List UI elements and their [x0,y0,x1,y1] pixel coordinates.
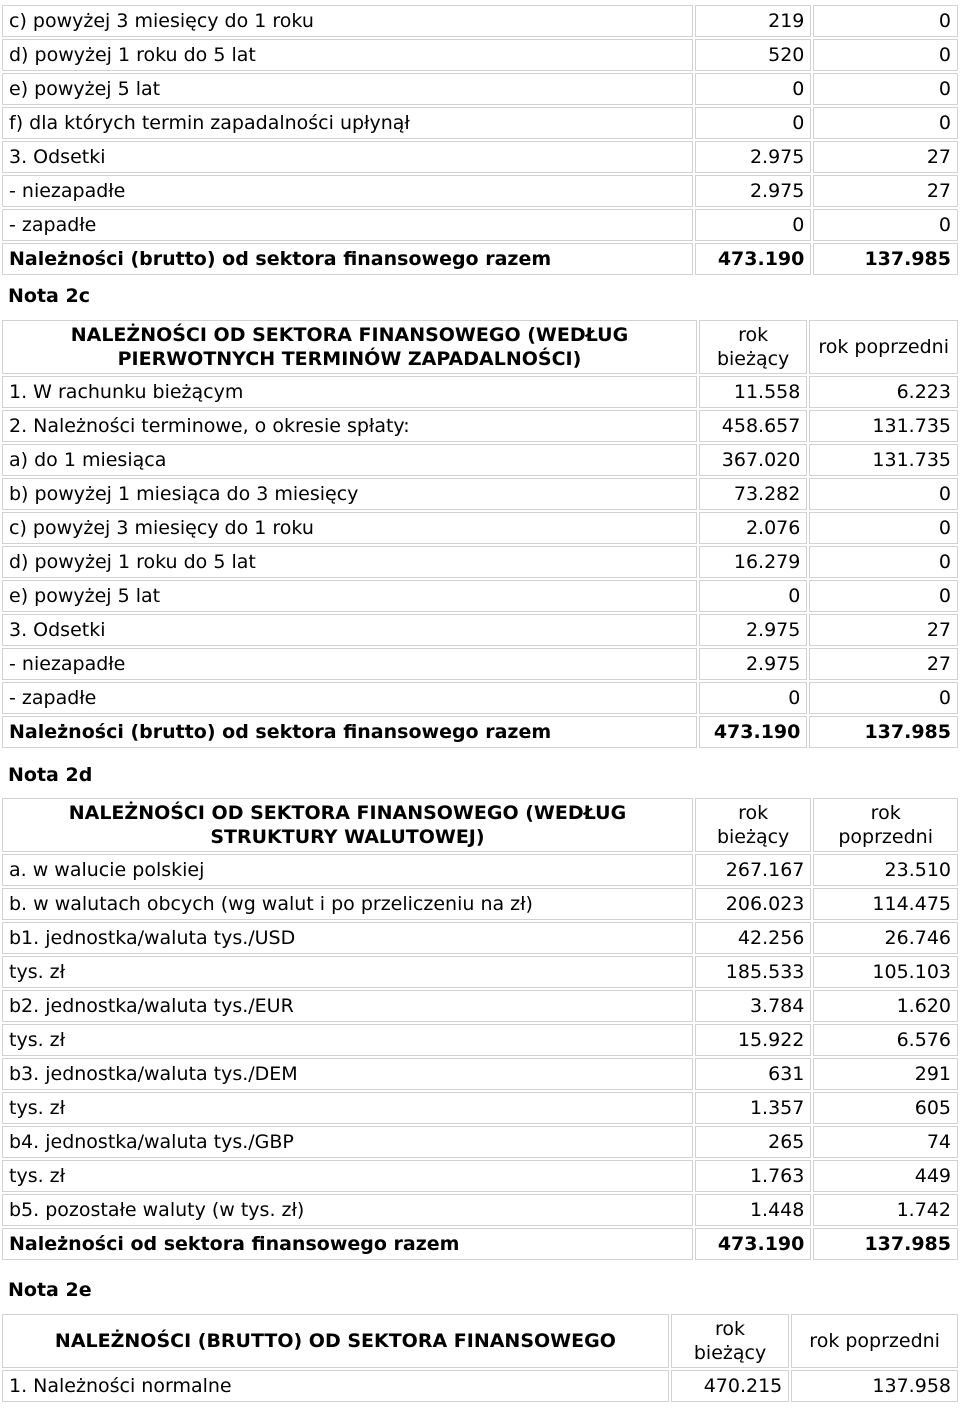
row-label: - niezapadłe [2,648,697,680]
current-year-value: 15.922 [695,1024,811,1056]
nota-2e-section [0,1312,960,1404]
row-label: 3. Odsetki [2,614,697,646]
table-row [2,1194,958,1226]
previous-year-value: 27 [813,175,958,207]
table-row [2,854,958,886]
header-previous-year: rok poprzedni [809,320,958,374]
table-row [2,243,958,275]
current-year-value: 16.279 [699,546,807,578]
current-year-value: 2.975 [699,614,807,646]
nota-2c-label: Nota 2c [8,285,90,307]
row-label: tys. zł [2,1024,693,1056]
header-current-year: rok bieżący [695,798,811,852]
table-row [2,175,958,207]
table-row [2,1092,958,1124]
row-label: tys. zł [2,956,693,988]
row-label: a) do 1 miesiąca [2,444,697,476]
row-label: 3. Odsetki [2,141,693,173]
previous-year-value: 1.620 [813,990,958,1022]
row-label: c) powyżej 3 miesięcy do 1 roku [2,5,693,37]
row-label: tys. zł [2,1092,693,1124]
table-row [2,1126,958,1158]
previous-year-value: 137.958 [791,1370,958,1402]
table-row [2,614,958,646]
current-year-value: 0 [699,580,807,612]
header-current-year: rok bieżący [671,1314,789,1368]
row-label: b) powyżej 1 miesiąca do 3 miesięcy [2,478,697,510]
row-label: a. w walucie polskiej [2,854,693,886]
previous-year-value: 1.742 [813,1194,958,1226]
current-year-value: 267.167 [695,854,811,886]
table-row [2,648,958,680]
row-label: tys. zł [2,1160,693,1192]
previous-year-value: 605 [813,1092,958,1124]
table-row [2,546,958,578]
current-year-value: 0 [699,682,807,714]
row-label: b4. jednostka/waluta tys./GBP [2,1126,693,1158]
nota-2e-label: Nota 2e [8,1279,92,1301]
previous-year-value: 137.985 [813,243,958,275]
nota-2c-table [0,318,960,750]
table-row [2,1024,958,1056]
receivables-continuation-table [0,3,960,277]
table-row [2,39,958,71]
previous-year-value: 137.985 [809,716,958,748]
previous-year-value: 27 [809,648,958,680]
previous-year-value: 105.103 [813,956,958,988]
previous-year-value: 26.746 [813,922,958,954]
rows [2,5,958,275]
current-year-value: 265 [695,1126,811,1158]
table-row [2,682,958,714]
current-year-value: 367.020 [699,444,807,476]
previous-year-value: 0 [809,478,958,510]
table-row [2,1228,958,1260]
previous-year-value: 6.576 [813,1024,958,1056]
current-year-value: 631 [695,1058,811,1090]
header-current-year: rok bieżący [699,320,807,374]
previous-year-value: 74 [813,1126,958,1158]
previous-year-value: 131.735 [809,410,958,442]
current-year-value: 206.023 [695,888,811,920]
current-year-value: 458.657 [699,410,807,442]
current-year-value: 0 [695,107,811,139]
header-title: NALEŻNOŚCI OD SEKTORA FINANSOWEGO (WEDŁUG STRUKTURY WALUTOWEJ) [2,798,693,852]
table-row [2,107,958,139]
row-label: e) powyżej 5 lat [2,73,693,105]
previous-year-value: 131.735 [809,444,958,476]
current-year-value: 520 [695,39,811,71]
table-header [2,798,958,852]
previous-year-value: 449 [813,1160,958,1192]
current-year-value: 2.975 [699,648,807,680]
table-row [2,1160,958,1192]
previous-year-value: 0 [813,39,958,71]
current-year-value: 2.975 [695,141,811,173]
table-row [2,716,958,748]
table-row [2,990,958,1022]
current-year-value: 2.076 [699,512,807,544]
previous-year-value: 114.475 [813,888,958,920]
current-year-value: 2.975 [695,175,811,207]
previous-year-value: 0 [813,73,958,105]
row-label: b5. pozostałe waluty (w tys. zł) [2,1194,693,1226]
header-previous-year: rok poprzedni [791,1314,958,1368]
row-label: d) powyżej 1 roku do 5 lat [2,546,697,578]
row-label: Należności (brutto) od sektora finansowego razem [2,243,693,275]
previous-year-value: 0 [809,546,958,578]
row-label: - zapadłe [2,682,697,714]
current-year-value: 473.190 [695,1228,811,1260]
table-row [2,478,958,510]
previous-year-value: 6.223 [809,376,958,408]
row-label: d) powyżej 1 roku do 5 lat [2,39,693,71]
current-year-value: 73.282 [699,478,807,510]
nota-2c-section [0,318,960,750]
header-title: NALEŻNOŚCI (BRUTTO) OD SEKTORA FINANSOWEGO [2,1314,669,1368]
previous-year-value: 27 [813,141,958,173]
table-header [2,1314,958,1368]
row-label: c) powyżej 3 miesięcy do 1 roku [2,512,697,544]
rows [2,854,958,1260]
previous-year-value: 0 [813,5,958,37]
previous-year-value: 291 [813,1058,958,1090]
current-year-value: 473.190 [699,716,807,748]
row-label: Należności (brutto) od sektora finansowego razem [2,716,697,748]
header-previous-year: rok poprzedni [813,798,958,852]
header-title: NALEŻNOŚCI OD SEKTORA FINANSOWEGO (WEDŁUG PIERWOTNYCH TERMINÓW ZAPADALNOŚCI) [2,320,697,374]
row-label: - zapadłe [2,209,693,241]
table-row [2,1058,958,1090]
row-label: f) dla których termin zapadalności upłynął [2,107,693,139]
receivables-continuation-section [0,3,960,277]
row-label: - niezapadłe [2,175,693,207]
current-year-value: 185.533 [695,956,811,988]
row-label: e) powyżej 5 lat [2,580,697,612]
current-year-value: 473.190 [695,243,811,275]
table-row [2,410,958,442]
current-year-value: 3.784 [695,990,811,1022]
table-row [2,141,958,173]
rows [2,376,958,748]
nota-2d-table [0,796,960,1262]
nota-2d-section [0,796,960,1262]
current-year-value: 0 [695,73,811,105]
previous-year-value: 23.510 [813,854,958,886]
table-row [2,888,958,920]
table-row [2,1370,958,1402]
current-year-value: 470.215 [671,1370,789,1402]
table-row [2,512,958,544]
table-row [2,376,958,408]
rows [2,1370,958,1402]
previous-year-value: 0 [809,512,958,544]
previous-year-value: 27 [809,614,958,646]
row-label: 1. Należności normalne [2,1370,669,1402]
row-label: b3. jednostka/waluta tys./DEM [2,1058,693,1090]
table-row [2,956,958,988]
table-row [2,73,958,105]
current-year-value: 1.763 [695,1160,811,1192]
previous-year-value: 0 [813,107,958,139]
nota-2d-label: Nota 2d [8,764,93,786]
table-row [2,580,958,612]
row-label: 2. Należności terminowe, o okresie spłaty: [2,410,697,442]
table-row [2,444,958,476]
row-label: Należności od sektora finansowego razem [2,1228,693,1260]
table-header [2,320,958,374]
current-year-value: 219 [695,5,811,37]
current-year-value: 0 [695,209,811,241]
nota-2e-table [0,1312,960,1404]
row-label: 1. W rachunku bieżącym [2,376,697,408]
previous-year-value: 0 [813,209,958,241]
row-label: b2. jednostka/waluta tys./EUR [2,990,693,1022]
previous-year-value: 0 [809,580,958,612]
row-label: b. w walutach obcych (wg walut i po przeliczeniu na zł) [2,888,693,920]
previous-year-value: 0 [809,682,958,714]
table-row [2,5,958,37]
current-year-value: 1.357 [695,1092,811,1124]
row-label: b1. jednostka/waluta tys./USD [2,922,693,954]
table-row [2,922,958,954]
current-year-value: 11.558 [699,376,807,408]
table-row [2,209,958,241]
current-year-value: 42.256 [695,922,811,954]
previous-year-value: 137.985 [813,1228,958,1260]
current-year-value: 1.448 [695,1194,811,1226]
